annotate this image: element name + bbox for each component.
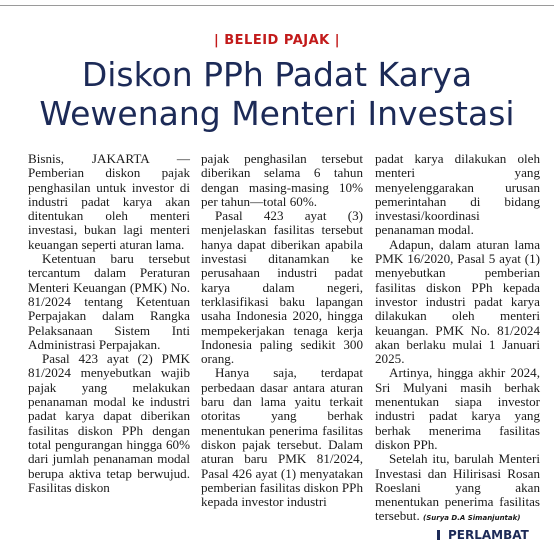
- article-paragraph: pajak penghasilan tersebut diberikan selama 6 tahun dengan masing-masing 10% per tahun—total 60%.: [201, 151, 363, 209]
- top-rule: [0, 5, 554, 6]
- article-paragraph: Adapun, dalam aturan lama PMK 16/2020, Pasal 5 ayat (1) menyebutkan pemberian fasilitas diskon PPh kepada investor industri padat karya dilakukan oleh menteri keuangan. PMK No. 81/2024 akan berlaku mulai 1 Januari 2025.: [375, 236, 540, 367]
- article-paragraph: Bisnis, JAKARTA — Pemberian diskon pajak penghasilan untuk investor di industri padat karya akan ditentukan oleh menteri investasi, bukan lagi menteri keuangan seperti aturan lama.: [28, 151, 190, 252]
- article-column-1: [28, 152, 190, 495]
- article-last-text: Setelah itu, barulah Menteri Investasi dan Hilirisasi Rosan Roeslani yang akan menentukan penerima fasilitas tersebut.: [375, 451, 540, 524]
- headline-line-1: Diskon PPh Padat Karya: [81, 55, 473, 94]
- article-paragraph: Pasal 423 ayat (2) PMK 81/2024 menyebutkan wajib pajak yang melakukan penanaman modal ke industri padat karya dapat diberikan fasilitas diskon PPh dengan total pengurangan hingga 60% dari jumlah penanaman modal berupa aktiva tetap berwujud. Fasilitas diskon: [28, 351, 190, 495]
- article-paragraph-last: [375, 452, 540, 525]
- article-paragraph: Artinya, hingga akhir 2024, Sri Mulyani masih berhak menentukan siapa investor industri padat karya yang berhak menerima fasilitas diskon PPh.: [375, 365, 540, 452]
- article-paragraph: Hanya saja, terdapat perbedaan dasar antara aturan baru dan lama yaitu terkait otoritas yang berhak menentukan penerima fasilitas diskon pajak tersebut. Dalam aturan baru PMK 81/2024, Pasal 426 ayat (1) menyatakan pemberian fasilitas diskon PPh kepada investor industri: [201, 365, 363, 510]
- article-paragraph: padat karya dilakukan oleh menteri yang menyelenggarakan urusan pemerintahan di bidang investasi/koordinasi penanaman modal.: [375, 151, 540, 238]
- rubric-label: | BELEID PAJAK |: [213, 33, 341, 48]
- article-column-3: [375, 152, 540, 526]
- headline-line-2: Wewenang Menteri Investasi: [39, 94, 515, 133]
- article-paragraph: Ketentuan baru tersebut tercantum dalam Peraturan Menteri Keuangan (PMK) No. 81/2024 tentang Ketentuan Perpajakan dalam Rangka Pelaksanaan Sistem Inti Administrasi Perpajakan.: [28, 251, 190, 352]
- next-article-marker: [437, 530, 440, 540]
- article-column-2: [201, 152, 363, 509]
- next-article-heading: PERLAMBAT: [448, 528, 529, 542]
- article-paragraph: Pasal 423 ayat (3) menjelaskan fasilitas tersebut hanya dapat diberikan apabila investasi ditanamkan ke perusahaan industri padat karya dalam negeri, terklasifikasi baku lapangan usaha Indonesia 2020, hingga mempekerjakan tenaga kerja Indonesia paling sedikit 300 orang.: [201, 208, 363, 367]
- author-credit: (Surya D.A Simanjuntak): [423, 514, 521, 523]
